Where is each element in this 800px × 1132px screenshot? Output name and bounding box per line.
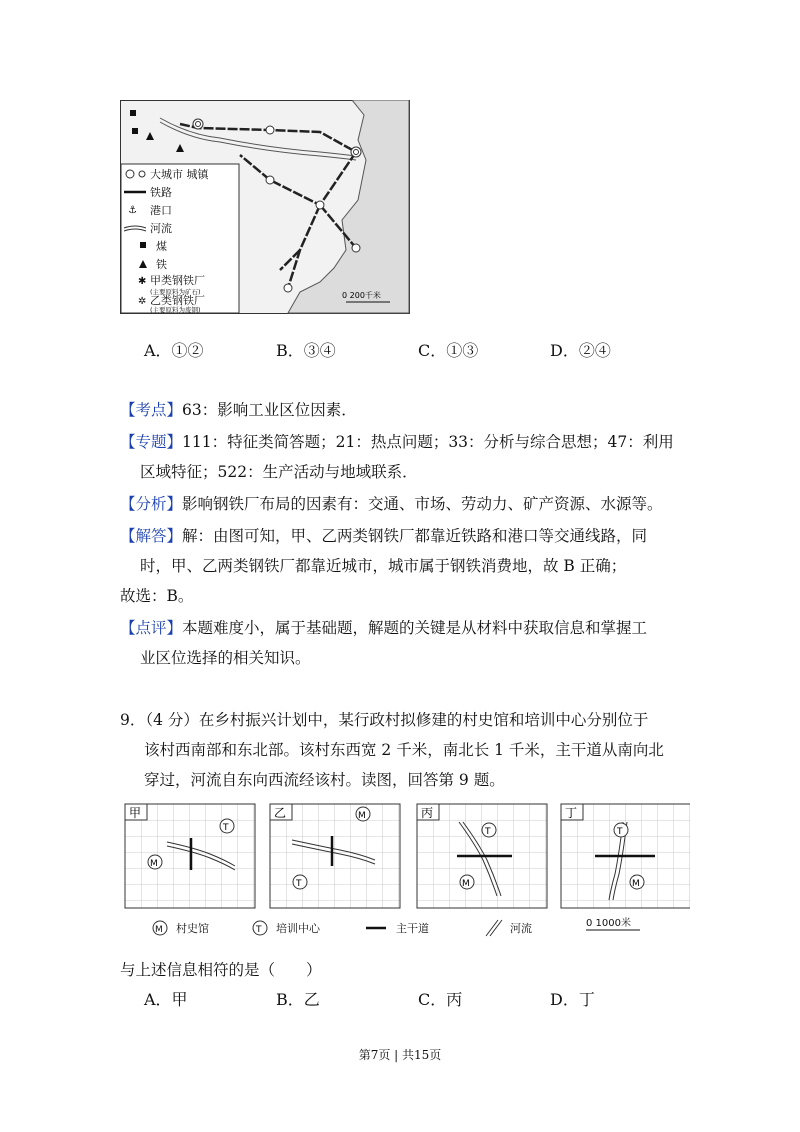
q8-option-a[interactable]: A．①② — [144, 341, 204, 360]
legend-steel-b-note: (主要原料为废钢) — [150, 306, 201, 314]
q8-option-d[interactable]: D．②④ — [550, 341, 611, 360]
page-footer: 第7页 | 共15页 — [358, 1048, 442, 1062]
kaodian-line — [120, 400, 357, 420]
q8-option-b[interactable]: B．③④ — [276, 341, 336, 360]
panel-yi-label: 乙 — [274, 806, 287, 820]
village-panels — [120, 800, 690, 950]
legend-city: 大城市 城镇 — [150, 168, 209, 181]
svg-text:✲: ✲ — [138, 296, 147, 307]
kaodian-tag: 【考点】 — [120, 401, 183, 419]
legend-port: 港口 — [150, 204, 172, 217]
legend-coal: 煤 — [156, 240, 167, 253]
panel-ding — [561, 804, 690, 908]
map-scale: 0 200千米 — [342, 291, 381, 300]
q9-option-c[interactable]: C．丙 — [418, 990, 463, 1009]
zhuanti-text-2: 区域特征；522：生产活动与地域联系． — [140, 463, 418, 481]
q9-option-d[interactable]: D．丁 — [550, 990, 595, 1009]
fenxi-tag: 【分析】 — [120, 495, 183, 513]
panel-yi-museum: M — [358, 811, 366, 821]
zhuanti-line — [120, 432, 674, 452]
panel-ding-label: 丁 — [565, 806, 578, 820]
steel-plant-map — [120, 100, 410, 314]
q8-option-c[interactable]: C．①③ — [418, 341, 479, 360]
legend-training: 培训中心 — [276, 922, 320, 935]
q9-line-2: 该村西南部和东北部。该村东西宽 2 千米，南北长 1 千米，主干道从南向北 — [144, 741, 664, 759]
panel-jia-label: 甲 — [129, 806, 142, 820]
legend-t-marker: T — [256, 925, 262, 935]
fenxi-line — [120, 494, 663, 514]
fenxi-text: 影响钢铁厂布局的因素有：交通、市场、劳动力、矿产资源、水源等。 — [182, 495, 663, 513]
zhuanti-tag: 【专题】 — [120, 433, 183, 451]
legend-railway: 铁路 — [150, 186, 172, 199]
legend-steel-b: 乙类钢铁厂 — [150, 294, 205, 307]
dianping-tag: 【点评】 — [120, 619, 183, 637]
panel-yi — [270, 804, 400, 908]
panel-jia-training: T — [223, 823, 229, 833]
dianping-line — [120, 618, 647, 638]
jieda-text-1: 解：由图可知，甲、乙两类钢铁厂都靠近铁路和港口等交通线路，同 — [182, 527, 648, 545]
jieda-line — [120, 526, 647, 546]
legend-river: 河流 — [150, 222, 172, 235]
legend-m-marker: M — [155, 925, 163, 935]
legend-scale: 0 1000米 — [586, 918, 631, 929]
kaodian-text: 63：影响工业区位因素． — [182, 401, 357, 419]
panel-bing-label: 丙 — [421, 806, 434, 820]
q9-question: 与上述信息相符的是（ ） — [120, 961, 322, 979]
q9-option-a[interactable]: A．甲 — [144, 990, 188, 1009]
q9-line-3: 穿过，河流自东向西流经该村。读图，回答第 9 题。 — [144, 771, 505, 789]
legend-museum: 村史馆 — [176, 922, 209, 935]
dianping-text-2: 业区位选择的相关知识。 — [140, 649, 311, 667]
svg-text:⚓: ⚓ — [128, 205, 137, 216]
zhuanti-text-1: 111：特征类简答题；21：热点问题；33：分析与综合思想；47：利用 — [182, 433, 674, 451]
q9-option-b[interactable]: B．乙 — [276, 990, 320, 1009]
legend-river-q9: 河流 — [510, 922, 532, 935]
q9-line-1: 9．（4 分）在乡村振兴计划中，某行政村拟修建的村史馆和培训中心分别位于 — [120, 711, 649, 729]
legend-steel-a: 甲类钢铁厂 — [150, 274, 205, 287]
panel-jia-museum: M — [150, 859, 158, 869]
panel-bing-training: T — [485, 827, 491, 837]
legend-iron: 铁 — [156, 258, 167, 271]
panel-ding-museum: M — [632, 879, 640, 889]
jieda-tag: 【解答】 — [120, 527, 183, 545]
panel-bing — [417, 804, 547, 908]
jieda-text-2: 时，甲、乙两类钢铁厂都靠近城市，城市属于钢铁消费地，故 B 正确； — [140, 557, 627, 575]
svg-text:✱: ✱ — [138, 276, 147, 287]
panel-jia — [125, 804, 255, 908]
panel-yi-training: T — [296, 879, 302, 889]
legend-steel-a-note: (主要原料为矿石) — [150, 288, 201, 296]
legend-road: 主干道 — [396, 922, 429, 935]
panel-bing-museum: M — [462, 879, 470, 889]
panel-ding-training: T — [617, 827, 623, 837]
dianping-text-1: 本题难度小，属于基础题，解题的关键是从材料中获取信息和掌握工 — [182, 619, 648, 637]
answer-line: 故选：B。 — [120, 587, 194, 605]
